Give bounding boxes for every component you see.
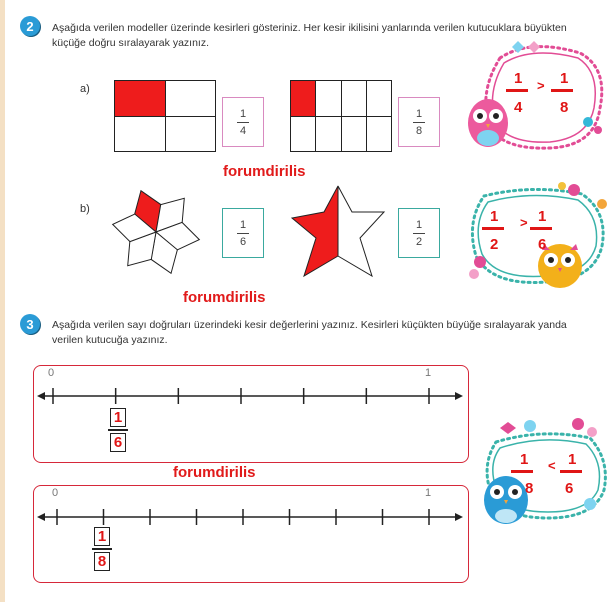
badge-3-right-num: 1 [568,451,577,468]
badge-b-right-num: 1 [538,208,547,225]
grid-cell [166,117,216,152]
item-b-label: b) [80,203,90,215]
page-edge [0,0,5,602]
badge-a-comparison-sign: > [537,78,545,93]
grid-cell [291,117,315,152]
grid-cell [166,81,216,116]
badge-3-comparison-sign: < [548,458,556,473]
badge-a-right-bar [551,89,573,92]
badge-b-left-den: 2 [490,236,499,253]
model-a-quarter-grid [114,80,216,152]
question-number-2 [20,16,40,36]
grid-cell [342,117,366,152]
grid-cell [367,117,391,152]
question-number-2-text: 2 [26,18,34,34]
grid-cell [342,81,366,116]
model-a-eighth-grid [290,80,392,152]
grid-cell [367,81,391,116]
fraction-bar [108,429,128,431]
number-line-1-answer-numerator: 1 [110,408,126,427]
number-line-2-answer-denominator: 8 [94,552,110,571]
badge-a-left-den: 4 [514,99,523,116]
badge-b-comparison-sign: > [520,215,528,230]
grid-cell [115,117,165,152]
badge-a-owl-frame [460,38,610,158]
number-line-2-end: 1 [425,487,432,499]
fraction-bar [92,548,112,550]
badge-a-right-num: 1 [560,70,569,87]
number-line-1-answer-denominator: 6 [110,433,126,452]
item-a-label: a) [80,83,90,95]
answer-b1-denominator: 6 [239,235,247,248]
watermark-3: forumdirilis [173,464,256,481]
owl-icon [484,476,528,524]
badge-3-left-bar [511,470,533,473]
fraction-bar [237,233,249,234]
model-b-half-star [286,184,390,280]
answer-a1-denominator: 4 [239,124,247,137]
badge-3-right-bar [560,470,582,473]
badge-a-left-num: 1 [514,70,523,87]
number-line-2-start: 0 [52,487,59,499]
badge-b-owl-frame [462,182,612,292]
badge-b-left-bar [482,227,504,230]
fraction-bar [237,122,249,123]
grid-cell-filled [115,81,165,116]
answer-box-a2[interactable] [398,97,440,147]
number-line-1-start: 0 [48,367,55,379]
answer-b2-denominator: 2 [415,235,423,248]
question-3-instruction: Aşağıda verilen sayı doğruları üzerindeki kesir değerlerini yazınız. Kesirleri küçükten büyüğe sıralayarak yanda verilen kutucuğa yazınız. [52,319,567,346]
grid-cell-filled [291,81,315,116]
badge-b-right-bar [530,227,552,230]
fraction-bar [413,122,425,123]
answer-a1-numerator: 1 [239,107,247,120]
badge-3-right-den: 6 [565,480,574,497]
badge-a-left-bar [506,89,528,92]
question-2-instruction: Aşağıda verilen modeller üzerinde kesirleri gösteriniz. Her kesir ikilisini yanlarında verilen kutucuklara büyükten küçüğe doğru sıralayarak yazınız. [52,22,567,49]
question-number-3-text: 3 [26,316,34,332]
badge-a-right-den: 8 [560,99,569,116]
fraction-bar [413,233,425,234]
number-line-1 [35,382,465,412]
owl-icon [468,99,508,147]
answer-a2-numerator: 1 [415,107,423,120]
answer-b2-numerator: 1 [415,218,423,231]
question-number-3 [20,314,40,334]
number-line-1-end: 1 [425,367,432,379]
answer-box-a1[interactable] [222,97,264,147]
number-line-1-answer [108,408,128,452]
number-line-2-answer-numerator: 1 [94,527,110,546]
number-line-panel-1 [33,365,469,463]
badge-3-left-num: 1 [520,451,529,468]
badge-3-owl-frame [478,414,612,528]
answer-a2-denominator: 8 [415,124,423,137]
grid-cell [316,117,340,152]
watermark-2: forumdirilis [183,289,266,306]
badge-b-right-den: 6 [538,236,547,253]
number-line-2-answer [92,527,112,571]
model-b-sixth-star [106,186,206,278]
answer-box-b1[interactable] [222,208,264,258]
grid-cell [316,81,340,116]
watermark-1: forumdirilis [223,163,306,180]
badge-b-left-num: 1 [490,208,499,225]
answer-box-b2[interactable] [398,208,440,258]
badge-3-left-den: 8 [525,480,534,497]
answer-b1-numerator: 1 [239,218,247,231]
